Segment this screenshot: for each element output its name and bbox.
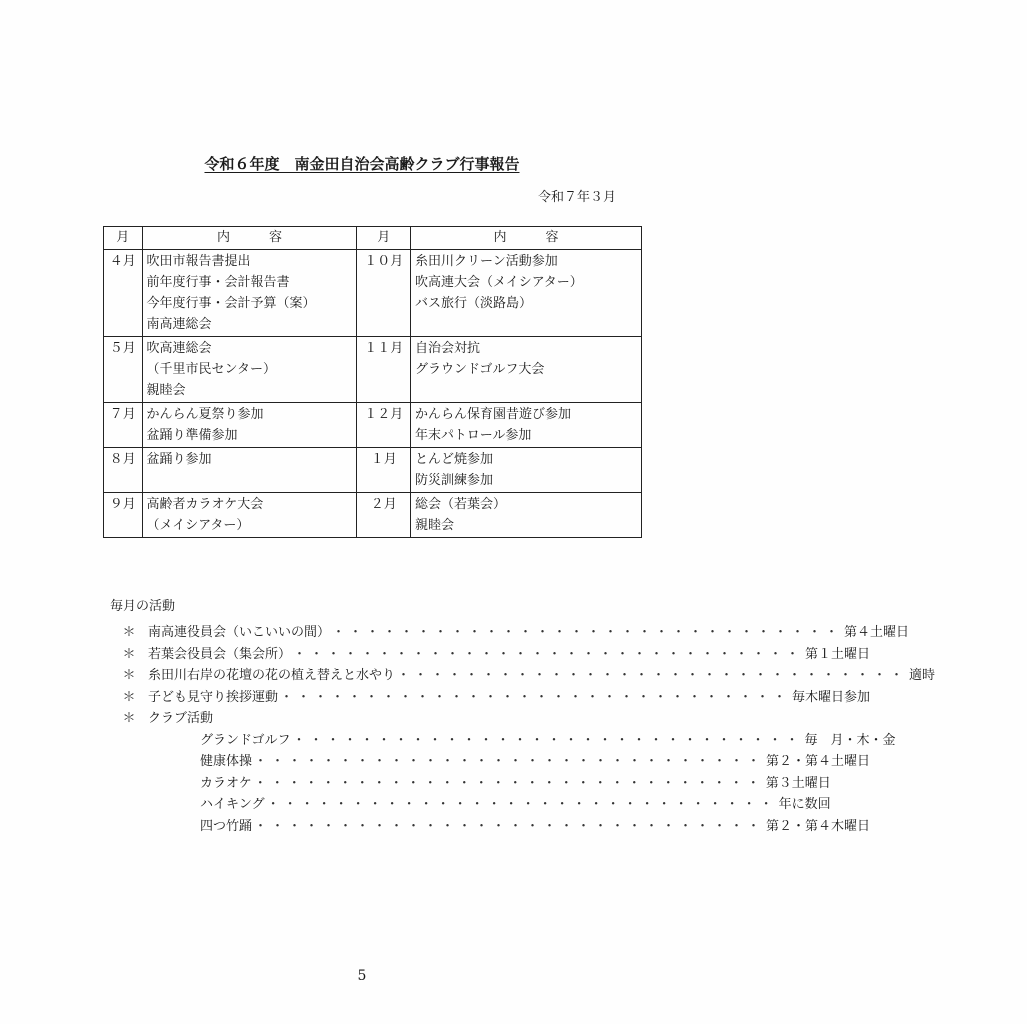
club-schedule: 第２・第４木曜日	[766, 818, 871, 834]
month-cell: １２月	[357, 403, 410, 448]
club-label: カラオケ	[200, 775, 252, 791]
content-cell	[410, 337, 641, 403]
leader-dots: ・・・・・・・・・・・・・・・・・・・・・・・・・・・・・・	[332, 625, 843, 641]
content-cell	[142, 403, 357, 448]
table-cell-line: 吹田市報告書提出	[146, 254, 251, 269]
schedule-table	[103, 226, 642, 538]
table-cell-line: 親睦会	[146, 383, 186, 398]
table-cell-line: 吹高連大会（メイシアター）	[414, 275, 583, 290]
table-cell-line: 総会（若葉会）	[414, 497, 506, 512]
activity-label: 若葉会役員会（集会所）	[148, 646, 292, 662]
header-content: 内 容	[142, 227, 357, 250]
month-cell: ８月	[104, 448, 143, 493]
club-item	[110, 771, 831, 793]
page-number: 5	[357, 968, 367, 984]
leader-dots: ・・・・・・・・・・・・・・・・・・・・・・・・・・・・・・	[254, 754, 765, 770]
content-cell	[410, 448, 641, 493]
activity-schedule: 毎木曜日参加	[792, 689, 871, 705]
table-cell-line: 高齢者カラオケ大会	[146, 497, 264, 512]
month-cell: １０月	[357, 250, 410, 337]
bullet-mark: ＊	[122, 689, 136, 705]
header-month: 月	[104, 227, 143, 250]
month-cell: ５月	[104, 337, 143, 403]
club-schedule: 第３土曜日	[765, 775, 831, 791]
activity-item	[110, 642, 871, 664]
activity-schedule: 適時	[909, 668, 936, 684]
activity-item	[110, 620, 910, 642]
table-cell-line: 南高連総会	[146, 317, 212, 332]
table-cell-line: 糸田川クリーン活動参加	[414, 254, 558, 269]
leader-dots: ・・・・・・・・・・・・・・・・・・・・・・・・・・・・・・	[253, 775, 764, 791]
month-cell: ７月	[104, 403, 143, 448]
month-cell: ２月	[357, 493, 410, 538]
header-month: 月	[357, 227, 410, 250]
table-cell-line: バス旅行（淡路島）	[414, 296, 532, 311]
table-cell-line: （メイシアター）	[146, 518, 250, 533]
leader-dots: ・・・・・・・・・・・・・・・・・・・・・・・・・・・・・・	[397, 668, 908, 684]
activity-schedule: 第１土曜日	[805, 646, 871, 662]
content-cell	[142, 493, 357, 538]
table-cell-line: かんらん夏祭り参加	[146, 407, 264, 422]
header-content: 内 容	[410, 227, 641, 250]
activity-label: クラブ活動	[148, 711, 214, 727]
bullet-mark: ＊	[122, 711, 136, 727]
activity-item	[110, 685, 871, 707]
table-row	[104, 493, 642, 538]
table-cell-line: 自治会対抗	[414, 341, 480, 356]
content-cell	[142, 448, 357, 493]
monthly-heading: 毎月の活動	[110, 599, 176, 614]
table-header-row	[104, 227, 642, 250]
club-item	[110, 749, 871, 771]
activity-schedule: 第４土曜日	[844, 625, 910, 641]
activity-item	[110, 706, 630, 728]
table-row	[104, 448, 642, 493]
table-cell-line: かんらん保育園昔遊び参加	[414, 407, 571, 422]
club-label: グランドゴルフ	[200, 732, 291, 748]
table-cell-line: 吹高連総会	[146, 341, 212, 356]
club-schedule: 毎 月・木・金	[804, 732, 896, 748]
activity-label: 糸田川右岸の花壇の花の植え替えと水やり	[148, 668, 396, 684]
activity-label: 南高連役員会（いこいいの間）	[148, 625, 331, 641]
month-cell: ９月	[104, 493, 143, 538]
document-date: 令和７年３月	[537, 190, 616, 205]
club-label: 四つ竹踊	[200, 818, 253, 834]
content-cell	[410, 493, 641, 538]
month-cell: ４月	[104, 250, 143, 337]
club-item	[110, 792, 831, 814]
table-row	[104, 403, 642, 448]
table-cell-line: グラウンドゴルフ大会	[414, 362, 545, 377]
table-cell-line: 今年度行事・会計予算（案）	[146, 296, 316, 311]
club-schedule: 第２・第４土曜日	[766, 754, 871, 770]
table-cell-line: 前年度行事・会計報告書	[146, 275, 290, 290]
leader-dots: ・・・・・・・・・・・・・・・・・・・・・・・・・・・・・・	[280, 689, 791, 705]
activity-item	[110, 663, 936, 685]
table-cell-line: 年末パトロール参加	[414, 428, 532, 443]
bullet-mark: ＊	[122, 646, 136, 662]
table-cell-line: 盆踊り参加	[146, 452, 212, 467]
content-cell	[410, 403, 641, 448]
table-cell-line: 親睦会	[414, 518, 454, 533]
content-cell	[142, 250, 357, 337]
leader-dots: ・・・・・・・・・・・・・・・・・・・・・・・・・・・・・・	[293, 646, 804, 662]
table-cell-line: （千里市民センター）	[146, 362, 276, 377]
leader-dots: ・・・・・・・・・・・・・・・・・・・・・・・・・・・・・・	[292, 732, 803, 748]
bullet-mark: ＊	[122, 625, 136, 641]
month-cell: １１月	[357, 337, 410, 403]
content-cell	[410, 250, 641, 337]
table-cell-line: とんど焼参加	[414, 452, 493, 467]
month-cell: １月	[357, 448, 410, 493]
bullet-mark: ＊	[122, 668, 136, 684]
document-title: 令和６年度 南金田自治会高齢クラブ行事報告	[204, 155, 520, 173]
leader-dots: ・・・・・・・・・・・・・・・・・・・・・・・・・・・・・・	[266, 797, 777, 813]
table-row	[104, 250, 642, 337]
club-item	[110, 728, 896, 750]
table-cell-line: 防災訓練参加	[414, 473, 493, 488]
content-cell	[142, 337, 357, 403]
club-label: ハイキング	[200, 797, 265, 813]
club-label: 健康体操	[200, 754, 253, 770]
club-item	[110, 814, 871, 836]
table-row	[104, 337, 642, 403]
table-cell-line: 盆踊り準備参加	[146, 428, 238, 443]
club-schedule: 年に数回	[778, 797, 831, 813]
activity-label: 子ども見守り挨拶運動	[148, 689, 279, 705]
monthly-activities	[110, 597, 936, 835]
leader-dots: ・・・・・・・・・・・・・・・・・・・・・・・・・・・・・・	[254, 818, 765, 834]
